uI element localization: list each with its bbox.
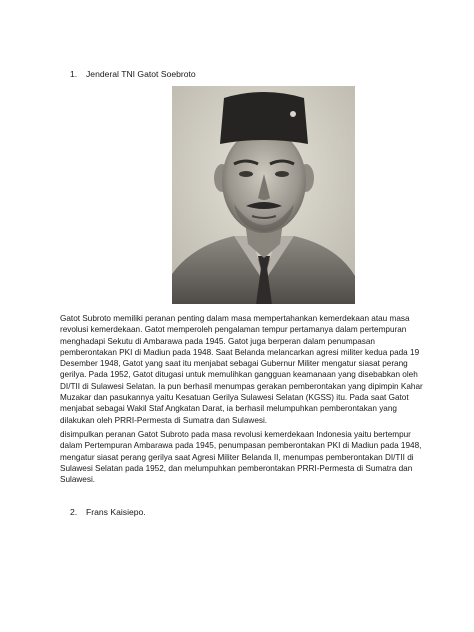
heading-title: Jenderal TNI Gatot Soebroto — [86, 69, 196, 79]
portrait-image — [172, 86, 355, 304]
text-line: Gatot Subroto memiliki peranan penting dalam masa mempertahankan kemerdekaan atau masa — [60, 314, 410, 323]
text-line: Sulawesi Selatan pada 1952, dan melumpuhkan pemberontakan PRRI-Permesta di Sumatra dan — [60, 463, 413, 473]
portrait-photo — [172, 86, 355, 304]
text-line: menjabat sebagai Wakil Staf Angkatan Darat, ia berhasil melumpuhkan pemberontakan yang — [60, 404, 397, 414]
list-number: 2. — [70, 507, 78, 517]
text-line: mengatur siasat perang gerilya saat Agresi Militer Belanda II, menumpas pemberontakan DI/TII di — [60, 452, 414, 462]
text-line: pemberontakan PKI di Madiun pada 1948. Saat Belanda melancarkan agresi militer kedua pada 19 — [60, 347, 420, 357]
text-line: dilakukan oleh PRRI-Permesta di Sumatra dan Sulawesi. — [60, 415, 268, 425]
text-line: menghadapi Sekutu di Ambarawa pada 1945. Gatot juga berperan dalam penumpasan — [60, 336, 375, 346]
heading-title: Frans Kaisiepo. — [86, 507, 146, 517]
list-heading-1 — [70, 69, 196, 80]
list-heading-2 — [70, 507, 146, 518]
paragraph-conclusion — [60, 429, 420, 485]
paragraph-biography — [60, 313, 423, 426]
text-line: disimpulkan peranan Gatot Subroto pada masa revolusi kemerdekaan Indonesia yaitu bertempur — [60, 430, 411, 439]
text-line: DI/TII di Sulawesi Selatan. Ia pun berhasil menumpas gerakan pemberontakan yang dipimpin Kahar — [60, 381, 423, 391]
text-line: dalam Pertempuran Ambarawa pada 1945, penumpasan pemberontakan PKI di Madiun pada 1948, — [60, 441, 422, 451]
text-line: revolusi kemerdekaan. Gatot memperoleh pengalaman tempur pertamanya dalam pertempuran — [60, 325, 407, 335]
text-line: gerilya. Pada 1952, Gatot ditugasi untuk memulihkan gangguan keamanaan yang disebabkan oleh — [60, 370, 418, 380]
text-line: Sulawesi. — [60, 475, 96, 485]
list-number: 1. — [70, 69, 78, 79]
text-line: Muzakar dan pasukannya yaitu Kesatuan Gerilya Sulawesi Selatan (KGSS) itu. Pada saat Gatot — [60, 393, 409, 403]
text-line: Desember 1948, Gatot yang saat itu menjabat sebagai Gubernur Militer mengatur siasat perang — [60, 359, 408, 369]
